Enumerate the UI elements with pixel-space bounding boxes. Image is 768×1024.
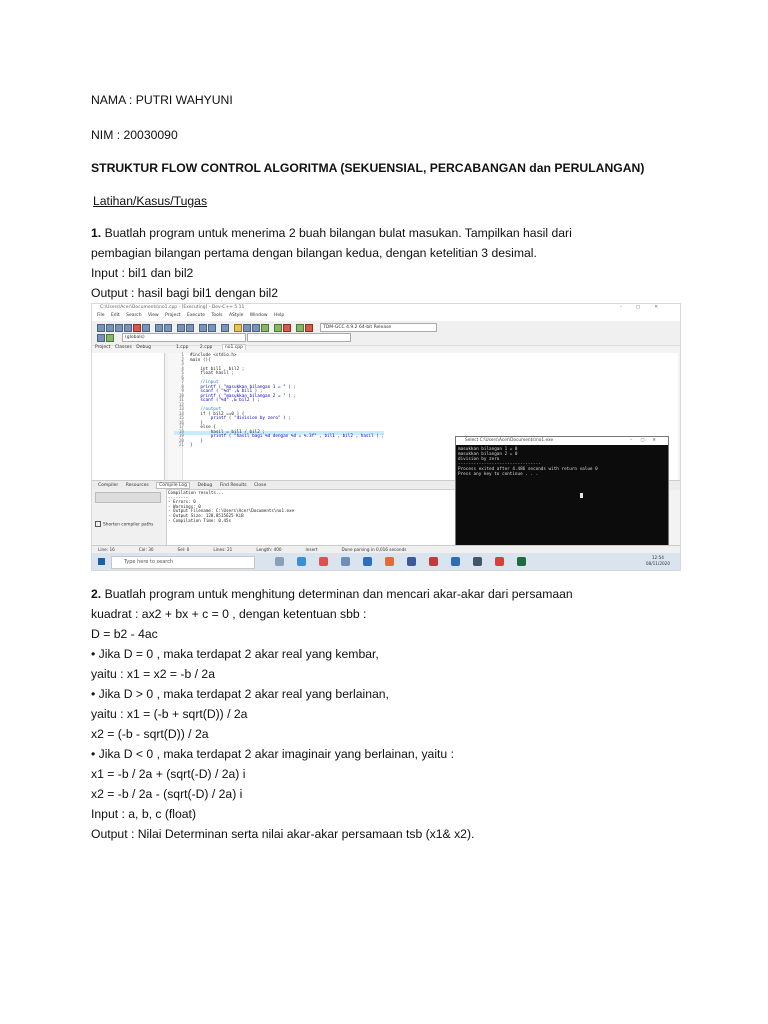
code-lines: [174, 354, 384, 449]
line-number: 8: [181, 384, 184, 390]
menu-project[interactable]: Project: [165, 313, 181, 318]
code-text: scanf ("%d" ,& bil2 ) ;: [190, 398, 260, 403]
tab-file-no1[interactable]: no1.cpp: [222, 344, 246, 350]
status-item: Col: 30: [138, 547, 154, 552]
status-item: Lines: 21: [213, 547, 233, 552]
dropbox-icon[interactable]: [407, 557, 416, 566]
code-text: }: [190, 438, 203, 444]
console-line: Press any key to continue . . .: [458, 472, 539, 477]
tab-resources[interactable]: Resources: [125, 483, 149, 488]
toggle-comment-icon[interactable]: [221, 324, 229, 332]
ide-titlebar: [92, 304, 680, 313]
task1-line2: pembagian bilangan pertama dengan bilangan kedua, dengan ketelitian 3 desimal.: [91, 246, 537, 260]
code-text: int bil1 , bil2 ;: [190, 366, 245, 372]
console-cursor: [580, 493, 583, 498]
tab-find-results[interactable]: Find Results: [219, 483, 247, 488]
console-titlebar: [456, 437, 668, 445]
line-number: 4: [181, 366, 184, 372]
task2-line1: [91, 587, 573, 601]
line-number: 14: [178, 411, 184, 417]
code-text: if ( bil2 ==0 ) {: [190, 411, 245, 417]
console-title: Select C:\Users\Acer\Documents\no1.exe: [465, 438, 554, 443]
log-line: - Warnings: 0: [168, 503, 201, 509]
store-icon[interactable]: [385, 557, 394, 566]
compile-log-output: [166, 489, 460, 548]
tab-compiler[interactable]: Compiler: [98, 483, 119, 488]
tab-project[interactable]: Project: [95, 345, 111, 350]
line-number: 5: [181, 371, 184, 376]
line-number: 13: [178, 407, 184, 412]
line-number: 15: [178, 416, 184, 421]
task2-line9: • Jika D < 0 , maka terdapat 2 akar imaginair yang berlainan, yaitu :: [91, 747, 454, 761]
task1-number: 1.: [91, 226, 102, 240]
task2-output: Output : Nilai Determinan serta nilai akar-akar persamaan tsb (x1& x2).: [91, 827, 475, 841]
tab-debug[interactable]: Debug: [136, 345, 152, 350]
menu-window[interactable]: Window: [249, 313, 268, 318]
status-item: Line: 16: [98, 547, 115, 552]
shorten-paths-label: Shorten compiler paths: [103, 522, 154, 528]
tab-compile-log[interactable]: Compile Log: [156, 482, 190, 489]
unindent-icon[interactable]: [208, 324, 216, 332]
task1-output: Output : hasil bagi bil1 dengan bil2: [91, 286, 279, 300]
log-line: Compilation results...: [168, 490, 224, 495]
check-icon[interactable]: [274, 324, 282, 332]
console-line: masukkan bilangan 2 = 0: [458, 452, 518, 457]
task-view-icon[interactable]: [275, 557, 284, 566]
task2-line6: • Jika D > 0 , maka terdapat 2 akar real yang berlainan,: [91, 687, 389, 701]
find-icon[interactable]: [177, 324, 185, 332]
save-icon[interactable]: [115, 324, 123, 332]
line-number: 7: [181, 380, 184, 385]
task2-input: Input : a, b, c (float): [91, 807, 196, 821]
replace-icon[interactable]: [186, 324, 194, 332]
ide-menubar: [92, 313, 680, 321]
debug-icon[interactable]: [305, 324, 313, 332]
compile-run-icon[interactable]: [252, 324, 260, 332]
console-line: division by zero: [458, 457, 500, 462]
code-text: //input: [190, 380, 219, 385]
tab-file-1[interactable]: 1.cpp: [176, 345, 189, 350]
console-window-controls[interactable]: –▢✕: [630, 438, 664, 443]
indent-icon[interactable]: [199, 324, 207, 332]
line-number: 19: [178, 434, 184, 439]
project-browser[interactable]: [92, 353, 165, 480]
console-output: [456, 445, 668, 479]
line-number: 11: [178, 398, 184, 403]
line-number: 10: [178, 393, 184, 399]
code-text: printf ( "division by zero" ) ;: [190, 416, 291, 421]
console-line: masukkan bilangan 1 = 8: [458, 447, 518, 452]
menu-help[interactable]: Help: [273, 313, 285, 318]
line-number: 3: [181, 362, 184, 367]
line-number: 17: [178, 425, 184, 430]
app-icon-green[interactable]: [517, 557, 526, 566]
shorten-paths-checkbox[interactable]: [95, 521, 153, 528]
code-text: else {: [190, 425, 216, 430]
task1-text1: Buatlah program untuk menerima 2 buah bilangan bulat masukan. Tampilkan hasil dari: [104, 226, 572, 240]
code-line: [174, 444, 384, 449]
new-file-icon[interactable]: [97, 324, 105, 332]
task1-line1: [91, 226, 572, 240]
new-class-icon[interactable]: [97, 334, 105, 342]
save-all-icon[interactable]: [124, 324, 132, 332]
menu-execute[interactable]: Execute: [187, 313, 205, 318]
task2-number: 2.: [91, 587, 102, 601]
compile-log-controls: [92, 489, 164, 544]
code-text: printf ( "masukkan bilangan 2 = " ) ;: [190, 393, 297, 399]
task2-line8: x2 = (-b - sqrt(D)) / 2a: [91, 727, 209, 741]
tab-debug-bottom[interactable]: Debug: [197, 483, 213, 488]
ide-window-title: C:\Users\Acer\Documents\no1.cpp - [Executing] - Dev-C++ 5.11: [100, 305, 245, 310]
task2-line2: kuadrat : ax2 + bx + c = 0 , dengan ketentuan sbb :: [91, 607, 367, 621]
code-text: printf ( "masukkan bilangan 1 = " ) ;: [190, 384, 297, 390]
open-icon[interactable]: [106, 324, 114, 332]
task2-line7: yaitu : x1 = (-b + sqrt(D)) / 2a: [91, 707, 248, 721]
abort-compilation-button[interactable]: [95, 492, 161, 503]
insert-icon[interactable]: [106, 334, 114, 342]
ide-toolbar: [92, 321, 680, 346]
print-icon[interactable]: [142, 324, 150, 332]
document-title: STRUKTUR FLOW CONTROL ALGORITMA (SEKUENSIAL, PERCABANGAN dan PERULANGAN): [91, 161, 645, 175]
code-text: main (){: [190, 357, 211, 363]
tab-file-2[interactable]: 2.cpp: [199, 345, 213, 350]
console-window[interactable]: [455, 436, 669, 554]
log-line: - Compilation Time: 0,45s: [168, 517, 232, 523]
menu-file[interactable]: File: [97, 313, 105, 318]
menu-astyle[interactable]: AStyle: [228, 313, 244, 318]
log-line: - Output Filename: C:\Users\Acer\Documents\no1.exe: [168, 508, 295, 514]
line-number: 9: [181, 389, 184, 394]
task2-line5: yaitu : x1 = x2 = -b / 2a: [91, 667, 215, 681]
run-icon[interactable]: [243, 324, 251, 332]
taskbar-clock[interactable]: [646, 555, 670, 566]
console-line: Process exited after 4.486 seconds with return value 0: [458, 467, 598, 472]
menu-view[interactable]: View: [148, 313, 159, 318]
tab-classes[interactable]: Classes: [114, 345, 132, 350]
redo-icon[interactable]: [164, 324, 172, 332]
app-icon-orange[interactable]: [495, 557, 504, 566]
chrome-icon[interactable]: [319, 557, 328, 566]
line-number: 21: [178, 443, 184, 448]
status-item: Insert: [305, 547, 318, 552]
task2-text1: Buatlah program untuk menghitung determinan dan mencari akar-akar dari persamaan: [104, 587, 573, 601]
line-number: 1: [181, 353, 184, 358]
editor-tabs: [168, 345, 678, 353]
chart-icon[interactable]: [296, 324, 304, 332]
code-text: }: [190, 420, 203, 426]
log-line: - Output Size: 128,8515625 KiB: [168, 512, 244, 518]
code-text: printf ( "hasil bagi %d dengan %d = %.3f" , bil1 , bil2 , hasil ) ;: [190, 434, 385, 439]
code-line: [174, 435, 384, 440]
undo-icon[interactable]: [155, 324, 163, 332]
log-line: --------: [168, 494, 189, 500]
task2-line3: D = b2 - 4ac: [91, 627, 158, 641]
log-line: - Errors: 0: [168, 499, 196, 505]
menu-search[interactable]: Search: [126, 313, 142, 318]
rebuild-icon[interactable]: [261, 324, 269, 332]
task2-line4: • Jika D = 0 , maka terdapat 2 akar real yang kembar,: [91, 647, 379, 661]
task2-line11: x2 = -b / 2a - (sqrt(-D) / 2a) i: [91, 787, 243, 801]
code-text: }: [190, 443, 193, 448]
code-text: float hasil ;: [190, 371, 234, 376]
devcpp-icon[interactable]: [473, 557, 482, 566]
explorer-icon[interactable]: [341, 557, 350, 566]
task1-input: Input : bil1 dan bil2: [91, 266, 194, 280]
window-controls[interactable]: –▢✕: [619, 305, 672, 310]
status-item: Length: 400: [256, 547, 282, 552]
left-panel-tabs: [92, 345, 164, 353]
mail-icon[interactable]: [363, 557, 372, 566]
taskbar-search-input[interactable]: Type here to search: [111, 556, 255, 569]
line-number: 20: [178, 438, 184, 444]
clock-date: 08/11/2020: [645, 560, 670, 566]
code-text: scanf ( "%d" ,& bil1 ) ;: [190, 389, 263, 394]
tab-close[interactable]: Close: [254, 483, 267, 488]
app-icon-blue[interactable]: [451, 557, 460, 566]
line-number: 16: [178, 420, 184, 426]
code-text: //output: [190, 407, 222, 412]
edge-icon[interactable]: [297, 557, 306, 566]
globals-select[interactable]: (globals): [122, 333, 246, 342]
student-nim: NIM : 20030090: [91, 128, 178, 142]
members-select[interactable]: [247, 333, 351, 342]
code-text: #include <stdio.h>: [190, 353, 237, 358]
checkbox-box-icon[interactable]: [95, 521, 101, 527]
task2-line10: x1 = -b / 2a + (sqrt(-D) / 2a) i: [91, 767, 246, 781]
compiler-select[interactable]: TDM-GCC 4.9.2 64-bit Release: [320, 323, 437, 332]
menu-edit[interactable]: Edit: [110, 313, 120, 318]
app-icon-red[interactable]: [429, 557, 438, 566]
line-number: 6: [181, 375, 184, 381]
console-line: --------------------------------: [458, 462, 541, 467]
status-item: Done parsing in 0,016 seconds: [341, 547, 407, 552]
menu-tools[interactable]: Tools: [211, 313, 223, 318]
windows-taskbar: [92, 553, 680, 570]
line-number: 2: [181, 357, 184, 363]
clock-time: 12:54: [651, 555, 664, 560]
close-file-icon[interactable]: [133, 324, 141, 332]
status-item: Sel: 0: [177, 547, 190, 552]
ide-statusbar: [92, 545, 680, 553]
windows-start-icon[interactable]: [98, 558, 105, 565]
stop-icon[interactable]: [283, 324, 291, 332]
ide-screenshot: [91, 303, 681, 571]
student-name: NAMA : PUTRI WAHYUNI: [91, 93, 233, 107]
compile-icon[interactable]: [234, 324, 242, 332]
section-subtitle: Latihan/Kasus/Tugas: [93, 194, 208, 208]
line-number: 18: [178, 429, 184, 435]
code-text: hasil = bil1 / bil2 ;: [190, 429, 266, 435]
line-number: 12: [178, 402, 184, 408]
